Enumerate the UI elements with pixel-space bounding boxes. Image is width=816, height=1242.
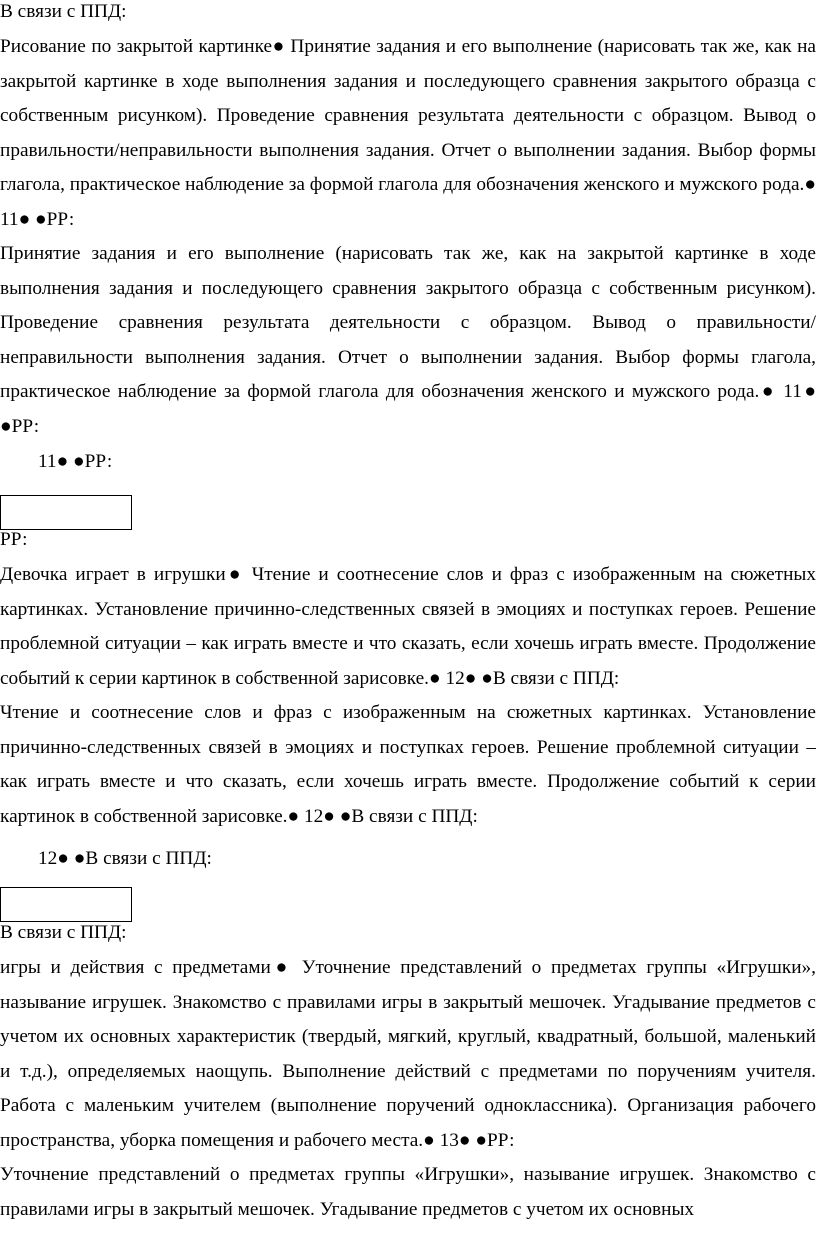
paragraph-girl-toys-repeat: Чтение и соотнесение слов и фраз с изображенным на сюжетных картинках. Установление причинно-следственных связей в эмоциях и поступках героев. Решение проблемной ситуации – как играть вместе и что сказать, если хочешь играть вместе. Продолжение событий к серии картинок в собственной зарисовке.● 12● ●В связи с ППД: [0, 702, 816, 827]
paragraph-toy-games: игры и действия с предметами● Уточнение представлений о предметах группы «Игрушки», называние игрушек. Знакомство с правилами игры в закрытый мешочек. Угадывание предметов с учетом их основных характеристик (твердый, мягкий, круглый, квадратный, большой, маленький и т.д.), определяемых наощупь. Выполнение действий с предметами по поручениям учителя. Работа с маленьким учителем (выполнение поручений одноклассника). Организация рабочего пространства, уборка помещения и рабочего места.● 13● ●РР: [0, 957, 816, 1151]
paragraph-girl-toys: Девочка играет в игрушки● Чтение и соотнесение слов и фраз с изображенным на сюжетных картинках. Установление причинно-следственных связей в эмоциях и поступках героев. Решение проблемной ситуации – как играть вместе и что сказать, если хочешь играть вместе. Продолжение событий к серии картинок в собственной зарисовке.● 12● ●В связи с ППД: [0, 564, 816, 689]
paragraph-drawing-task: Рисование по закрытой картинке● Принятие задания и его выполнение (нарисовать так же, как на закрытой картинке в ходе выполнения задания и последующего сравнения закрытого образца с собственным рисунком). Проведение сравнения результата деятельности с образцом. Вывод о правильности/неправильности выполнения задания. Отчет о выполнении задания. Выбор формы глагола, практическое наблюдение за формой глагола для обозначения женского и мужского рода.● 11● ●РР: [0, 36, 816, 230]
section-heading-ppd: В связи с ППД: [0, 1, 127, 22]
paragraph-toy-games-repeat: Уточнение представлений о предметах группы «Игрушки», называние игрушек. Знакомство с правилами игры в закрытый мешочек. Угадывание предметов с учетом их основных [0, 1164, 816, 1220]
paragraph-drawing-task-repeat: Принятие задания и его выполнение (нарисовать так же, как на закрытой картинке в ходе выполнения задания и последующего сравнения закрытого образца с собственным рисунком). Проведение сравнения результата деятельности с образцом. Вывод о правильности/неправильности выполнения задания. Отчет о выполнении задания. Выбор формы глагола, практическое наблюдение за формой глагола для обозначения женского и мужского рода.● 11● ●РР: [0, 243, 816, 437]
section-heading-rr: РР: [0, 529, 28, 550]
indented-note-12: 12● ●В связи с ППД: [38, 848, 212, 869]
section-heading-ppd-2: В связи с ППД: [0, 922, 127, 943]
indented-note-11: 11● ●РР: [38, 451, 113, 472]
